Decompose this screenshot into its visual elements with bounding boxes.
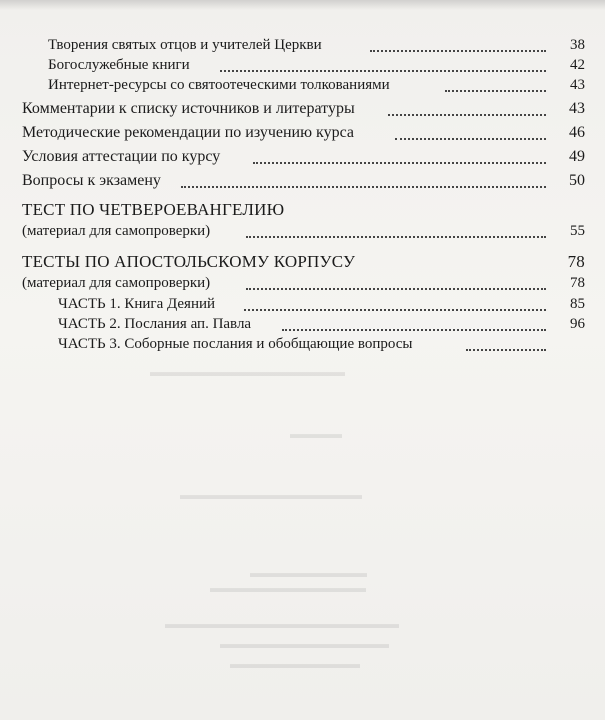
dot-leader [181,186,546,188]
toc-entry-title: ЧАСТЬ 3. Соборные послания и обобщающие вопросы [58,336,413,352]
toc-entry [0,170,605,192]
toc-entry [0,34,605,56]
toc-section-heading [0,252,605,274]
toc-entry [0,74,605,96]
toc-entry-title: ЧАСТЬ 2. Послания ап. Павла [58,316,252,332]
toc-entry-page: 85 [570,296,585,312]
toc-entry [0,54,605,76]
toc-entry-title: Творения святых отцов и учителей Церкви [48,37,322,53]
bleed-through-mark: ▬▬▬▬▬▬▬▬▬▬▬▬▬▬▬ [150,364,345,379]
toc-entry [0,333,605,355]
bleed-through-mark: ▬▬▬▬▬▬▬▬▬▬ [230,656,360,671]
toc-entry-page: 43 [569,100,585,117]
page-edge-shadow [0,0,605,10]
toc-entry-page: 46 [569,124,585,141]
toc-entry-page: 78 [570,275,585,291]
toc-entry-title: Интернет-ресурсы со святоотеческими толкованиями [48,77,390,93]
toc-entry [0,98,605,120]
toc-entry [0,272,605,294]
toc-entry-page: 55 [570,223,585,239]
dot-leader [253,162,546,164]
toc-entry-title: Условия аттестации по курсу [22,148,221,165]
toc-entry-title: (материал для самопроверки) [22,275,211,291]
toc-entry-page: 78 [567,252,585,271]
toc-entry-title: Богослужебные книги [48,57,190,73]
toc-entry-page: 49 [569,148,585,165]
dot-leader [370,50,546,52]
bleed-through-mark: ▬▬▬▬▬▬▬▬▬▬▬▬▬▬▬▬▬▬ [165,616,399,631]
toc-entry-title: (материал для самопроверки) [22,223,211,239]
dot-leader [388,114,546,116]
dot-leader [246,288,546,290]
dot-leader [220,70,546,72]
toc-entry-title: Методические рекомендации по изучению курса [22,124,354,141]
toc-entry [0,313,605,335]
toc-entry-title: ЧАСТЬ 1. Книга Деяний [58,296,216,312]
dot-leader [282,329,546,331]
bleed-through-mark: ▬▬▬▬▬▬▬▬▬▬▬▬▬▬ [180,487,362,502]
toc-entry-title: Комментарии к списку источников и литературы [22,100,355,117]
toc-entry-title: Вопросы к экзамену [22,172,161,189]
bleed-through-mark: ▬▬▬▬▬▬▬▬▬ [250,565,367,580]
bleed-through-mark: ▬▬▬▬▬▬▬▬▬▬▬▬ [210,580,366,595]
toc-entry [0,220,605,242]
toc-entry-title: ТЕСТ ПО ЧЕТВЕРОЕВАНГЕЛИЮ [22,200,285,219]
toc-entry [0,293,605,315]
bleed-through-mark: ▬▬▬▬▬▬▬▬▬▬▬▬▬ [220,636,389,651]
toc-entry [0,122,605,144]
toc-entry-page: 38 [570,37,585,53]
dot-leader [395,138,546,140]
toc-entry-title: ТЕСТЫ ПО АПОСТОЛЬСКОМУ КОРПУСУ [22,252,356,271]
dot-leader [445,90,546,92]
toc-entry [0,146,605,168]
toc-entry-page: 42 [570,57,585,73]
dot-leader [244,309,546,311]
bleed-through-mark: ▬▬▬▬ [290,426,342,441]
toc-entry-page: 50 [569,172,585,189]
dot-leader [246,236,546,238]
toc-section-heading [0,200,605,222]
toc-entry-page: 43 [570,77,585,93]
dot-leader [466,349,546,351]
toc-entry-page: 96 [570,316,585,332]
